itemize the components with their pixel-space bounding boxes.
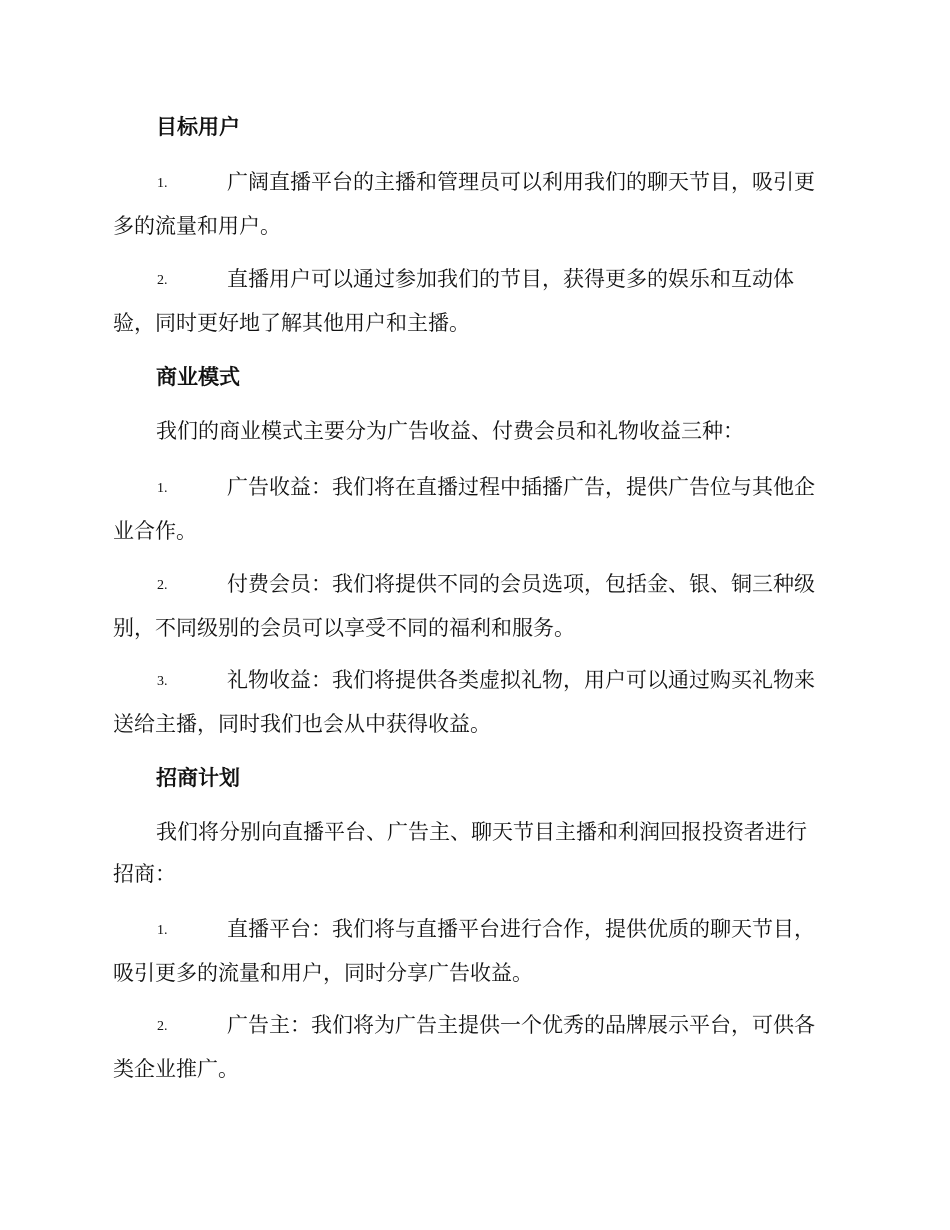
list-item [113, 258, 833, 344]
section-heading-target-users: 目标用户 [156, 115, 240, 139]
list-number: 1. [157, 176, 168, 191]
list-item-text: 直播平台：我们将与直播平台进行合作，提供优质的聊天节目， [227, 917, 815, 941]
intro-paragraph [113, 811, 833, 895]
intro-paragraph [113, 410, 833, 452]
list-number: 1. [157, 481, 168, 496]
list-item-first-line [113, 659, 833, 703]
list-item-continuation: 吸引更多的流量和用户，同时分享广告收益。 [113, 961, 533, 985]
list-number: 1. [157, 923, 168, 938]
list-number: 2. [157, 273, 168, 288]
list-item-text: 广阔直播平台的主播和管理员可以利用我们的聊天节目，吸引更 [227, 170, 815, 194]
list-item-first-line [113, 1004, 833, 1048]
list-item-continuation: 多的流量和用户。 [113, 214, 281, 238]
list-item [113, 161, 833, 247]
list-item [113, 1004, 833, 1090]
list-item-continuation: 验，同时更好地了解其他用户和主播。 [113, 311, 470, 335]
list-item-continuation: 业合作。 [113, 519, 197, 543]
list-item-continuation: 别，不同级别的会员可以享受不同的福利和服务。 [113, 616, 575, 640]
intro-continuation: 招商： [113, 862, 176, 886]
list-item-continuation: 类企业推广。 [113, 1057, 239, 1081]
list-number: 3. [157, 674, 168, 689]
list-number: 2. [157, 1019, 168, 1034]
list-item-first-line [113, 161, 833, 205]
list-item-first-line [113, 466, 833, 510]
intro-text: 我们将分别向直播平台、广告主、聊天节目主播和利润回报投资者进行 [156, 820, 807, 844]
list-item-first-line [113, 908, 833, 952]
intro-line [113, 811, 833, 853]
list-number: 2. [157, 578, 168, 593]
list-item-text: 礼物收益：我们将提供各类虚拟礼物，用户可以通过购买礼物来 [227, 668, 815, 692]
list-item-first-line [113, 258, 833, 302]
list-item-text: 广告主：我们将为广告主提供一个优秀的品牌展示平台，可供各 [227, 1013, 815, 1037]
list-item-first-line [113, 563, 833, 607]
list-item [113, 908, 833, 994]
section-heading-investment-plan: 招商计划 [156, 766, 240, 790]
list-item-text: 付费会员：我们将提供不同的会员选项，包括金、银、铜三种级 [227, 572, 815, 596]
list-item-text: 广告收益：我们将在直播过程中插播广告，提供广告位与其他企 [227, 475, 815, 499]
list-item-text: 直播用户可以通过参加我们的节目，获得更多的娱乐和互动体 [227, 267, 794, 291]
list-item-continuation: 送给主播，同时我们也会从中获得收益。 [113, 712, 491, 736]
intro-line [113, 410, 833, 452]
list-item [113, 659, 833, 745]
list-item [113, 563, 833, 649]
section-heading-business-model: 商业模式 [156, 365, 240, 389]
list-item [113, 466, 833, 552]
intro-text: 我们的商业模式主要分为广告收益、付费会员和礼物收益三种： [156, 419, 744, 443]
